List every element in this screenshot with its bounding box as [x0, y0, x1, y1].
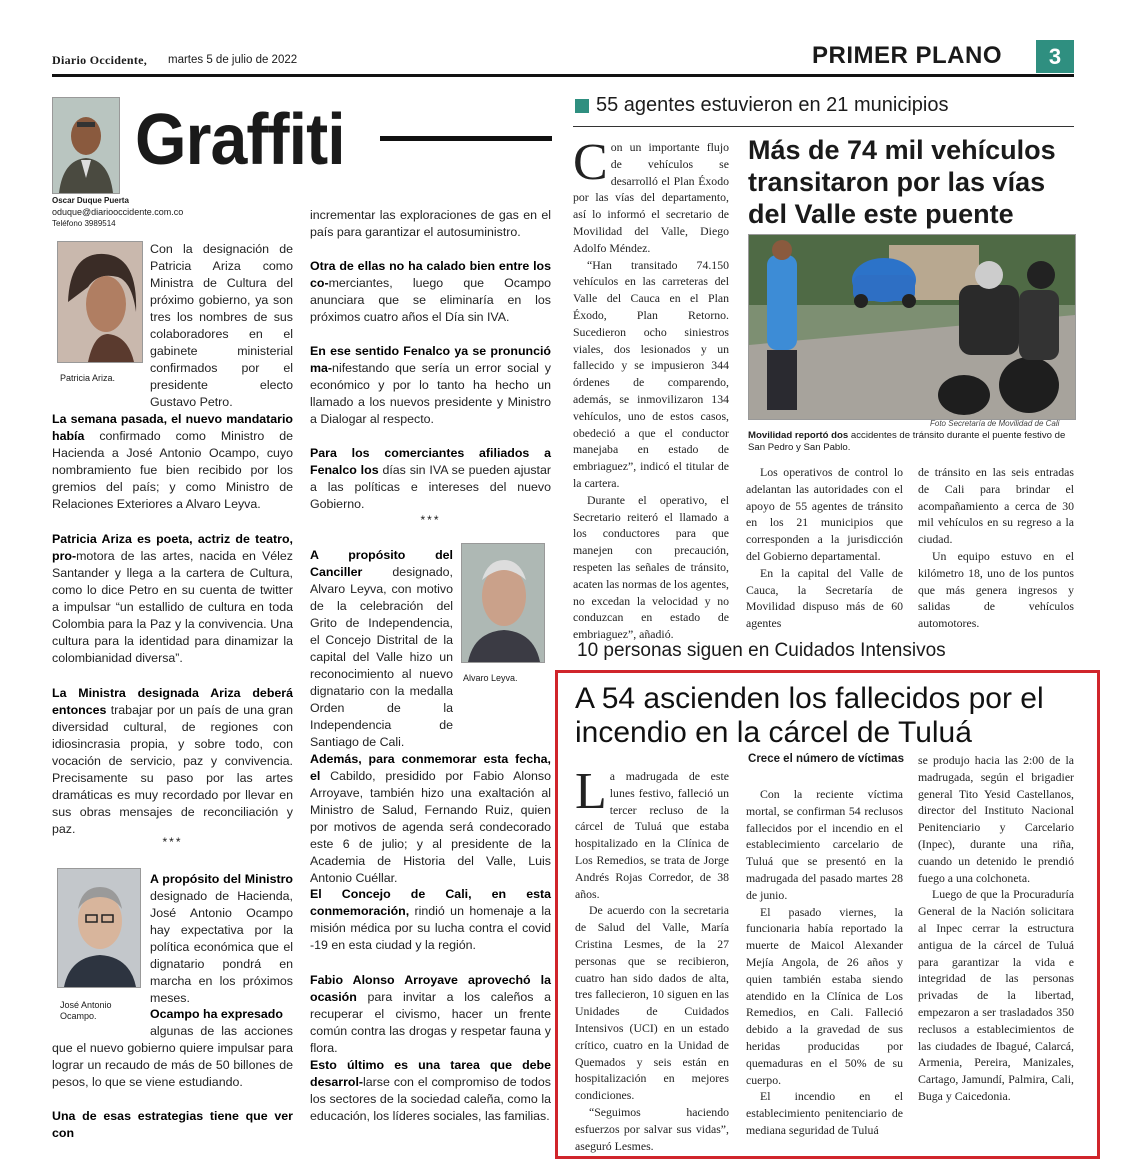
story1-col1: Con un importante flujo de vehículos se desarrolló el Plan Éxodo por las vías del departamento, así lo informó el secretario de Movilidad del Valle, Diego Adolfo Méndez. “Han transitado 74.150 vehículos en las carreteras del Valle del Cauca en el Plan Éxodo, Plan Retorno. Sucedieron ocho siniestros viales, dos lesionados y un fallecido y se impusieron 344 órdenes de comparendo, además, se inmovilizaron 134 vehículos, uno de estos casos, obedeció a que el conductor manejaba en estado de embriaguez”, indicó el titular de la cartera. Durante el operativo, el Secretario reiteró el llamado a los conductores para que manejen con precaución, respeten las señales de tránsito, acaten las normas de los agentes, no excedan la velocidad y no conduzcan en estado de embriaguez”, añadió. — [573, 134, 729, 642]
column-title: Graffiti — [135, 100, 345, 180]
masthead-rule — [52, 74, 1074, 77]
photo-jose-antonio-ocampo — [57, 868, 141, 988]
graffiti-paragraph: La Ministra designada Ariza deberá entonces trabajar por un país de una gran diversidad cultural, de regiones con idiosincrasia propia, y sobre todo, con vocación de servicio, paz y convivencia. Precisamente su paso por las artes dramáticas es muy recordado por llevar en sus obras mensajes de reconciliación y paz. — [52, 686, 293, 836]
photo-credit: Foto Secretaría de Movilidad de Cali — [930, 419, 1060, 428]
story1-col3: de tránsito en las seis entradas de Cali para brindar el acompañamiento a cerca de 30 mil vehículos en su regreso a la ciudad. Un equipo estuvo en el kilómetro 18, uno de los puntos que más genera ingresos y salidas de vehículos automotores. — [918, 465, 1074, 631]
dropcap: C — [573, 134, 608, 191]
graffiti-paragraph: El Concejo de Cali, en esta conmemoración, rindió un homenaje a la misión médica por su lucha contra el covid -19 en esta ciudad y la región. — [310, 887, 551, 952]
photo-patricia-ariza — [57, 241, 143, 363]
story2-col1: La madrugada de este lunes festivo, falleció un tercer recluso de la cárcel de Tuluá que estaba hospitalizado en la Clínica de Los Remedios, se trata de Jorge Andrés Rojas Corredor, de 38 años. De acuerdo con la secretaria de Salud del Valle, María Cristina Lesmes, de la 27 personas que se recibieron, cuatro han sido dados de alta, tres fallecieron, 10 siguen en las Unidades de Cuidados Intensivos (UCI) en un estado crítico, cuatro en la Unidad de Quemados y seis están en hospitalización en mejores condiciones. “Seguimos haciendo esfuerzos por salvar sus vidas”, aseguró Lesmes. — [575, 763, 729, 1153]
story1-rule — [573, 126, 1074, 127]
story1-headline: Más de 74 mil vehículos transitaron por las vías del Valle este puente — [748, 135, 1056, 229]
graffiti-paragraph: En ese sentido Fenalco ya se pronunció ma-nifestando que sería un error social y económico y por lo tanto ha hecho un llamado a los nuevos presidente y Ministro a Dialogar al respecto. — [310, 344, 551, 426]
caption-patricia: Patricia Ariza. — [60, 373, 116, 383]
graffiti-paragraph: Patricia Ariza es poeta, actriz de teatro, pro-motora de las artes, nacida en Vélez Santander y llega a la cartera de Cultura, como lo dice Petro en su cuenta de twitter a impulsar “un estallido de cultura en toda Colombia para la Paz y la convivencia. Una cultura para la identidad para dinamizar la colombianidad diversa”. — [52, 532, 293, 665]
section-title: PRIMER PLANO — [812, 42, 1003, 69]
story2-col2: Con la reciente víctima mortal, se confirman 54 reclusos fallecidos por el incendio en el establecimiento carcelario de Tuluá que se presentó en la madrugada del pasado martes 28 de junio. El pasado viernes, la funcionaria había reportado la muerte de Maicol Alexander Mejía Angola, de 26 años y quien también estaba siendo atendido en la Clínica de Los Remedios, en Cali. Falleció debido a la gravedad de sus heridas producidas por quemaduras en el 50% de su cuerpo. El incendio en el establecimiento penitenciario de mediana seguridad de Tuluá — [746, 787, 903, 1137]
story2-headline: A 54 ascienden los fallecidos por el incendio en la cárcel de Tuluá — [575, 682, 1044, 749]
story1-photo-caption: Movilidad reportó dos accidentes de tránsito durante el puente festivo de San Pedro y San Pablo. — [748, 430, 1066, 453]
story2-subhead: Crece el número de víctimas — [748, 753, 904, 765]
story1-photo — [748, 234, 1076, 420]
story2-kicker: 10 personas siguen en Cuidados Intensivos — [577, 640, 946, 661]
photo-alvaro-leyva — [461, 543, 545, 663]
graffiti-paragraph: Otra de ellas no ha calado bien entre los co-merciantes, luego que Ocampo anunciara que se eliminaría en los próximos cuatro años el Día sin IVA. — [310, 259, 551, 324]
graffiti-paragraph: Una de esas estrategias tiene que ver con — [52, 1109, 293, 1140]
graffiti-paragraph: algunas de las acciones que el nuevo gobierno quiere impulsar para lograr un recaudo de más de 50 billones de pesos, lo que se viene estudiando. — [52, 1024, 293, 1089]
graffiti-paragraph: La semana pasada, el nuevo mandatario había confirmado como Ministro de Hacienda a José Antonio Ocampo, cuyo nombramiento fue bien recibido por los gremios del país; y como Ministro de Relaciones Exteriores a Alvaro Leyva. — [52, 412, 293, 511]
author-email: oduque@diariooccidente.com.co — [52, 207, 184, 217]
story1-kicker: 55 agentes estuvieron en 21 municipios — [596, 94, 949, 116]
page-number: 3 — [1036, 40, 1074, 73]
separator-stars: *** — [420, 513, 441, 527]
author-photo — [52, 97, 120, 194]
story1-col2: Los operativos de control lo adelantan las autoridades con el apoyo de 55 agentes de tránsito en los 21 municipios que corresponden a la jurisdicción del Gobierno departamental. En la capital del Valle de Cauca, la Secretaría de Movilidad dispuso más de 60 agentes — [746, 465, 903, 631]
graffiti-paragraph: Además, para conmemorar esta fecha, el Cabildo, presidido por Fabio Alonso Arroyave, también hizo una exaltación al Ministro de Salud, Fernando Ruiz, quien por motivos de agenda será condecorado este 6 de julio; y al presidente de la Academia de Historia del Valle, Luis Antonio Cuéllar. — [310, 752, 551, 885]
caption-ocampo: José Antonio Ocampo. — [60, 1000, 112, 1021]
graffiti-paragraph: Para los comerciantes afiliados a Fenalco los días sin IVA se pueden ajustar a las políticas e intereses del nuevo Gobierno. — [310, 446, 552, 511]
story2-col3: se produjo hacia las 2:00 de la madrugada, según el brigadier general Tito Yesid Castellanos, director del Instituto Nacional Penitenciario y Carcelario (Inpec), durante una riña, cuando un detenido le prendió fuego a una colchoneta. Luego de que la Procuraduría General de la Nación solicitara al Inpec cerrar la estructura antigua de la cárcel de Tuluá para garantizar la vida e integridad de las personas privadas de la libertad, empezaron a ser trasladados 350 reclusos a establecimientos de las ciudades de Ibagué, Calarcá, Armenia, Pereira, Manizales, Cartago, Jamundí, Palmira, Cali, Buga y Caicedonia. — [918, 753, 1074, 1103]
kicker-square-icon — [575, 99, 589, 113]
newspaper-name: Diario Occidente, — [52, 53, 148, 67]
dropcap: L — [575, 763, 607, 820]
graffiti-paragraph: A propósito del Ministro designado de Hacienda, José Antonio Ocampo hay expectativa por la política económica que el dignatario pondrá en marcha en los próximos meses. — [150, 872, 293, 1005]
graffiti-paragraph: Esto último es una tarea que debe desarrol-larse con el compromiso de todos los sectores de la sociedad caleña, como la educación, los líderes sociales, las familias. — [310, 1058, 551, 1123]
author-phone: Teléfono 3989514 — [52, 219, 116, 228]
author-name: Oscar Duque Puerta — [52, 196, 129, 205]
caption-leyva: Alvaro Leyva. — [463, 673, 518, 683]
title-rule — [380, 136, 552, 141]
graffiti-paragraph: A propósito del Canciller designado, Alvaro Leyva, con motivo de la celebración del Grito de Independencia, el Concejo Distrital de la capital del Valle hizo un reconocimiento al nuevo dignatario con la medalla Orden de la Independencia de Santiago de Cali. — [310, 548, 453, 749]
issue-date: martes 5 de julio de 2022 — [168, 54, 298, 66]
graffiti-paragraph: incrementar las exploraciones de gas en el país para garantizar el autosuministro. — [310, 208, 551, 239]
graffiti-paragraph: Ocampo ha expresado — [150, 1007, 283, 1021]
graffiti-intro: Con la designación de Patricia Ariza como Ministra de Cultura del próximo gobierno, ya son tres los nombres de sus colaboradores en el gabinete ministerial confirmados por el presidente electo Gustavo Petro. — [150, 242, 293, 409]
separator-stars: *** — [162, 835, 183, 849]
graffiti-paragraph: Fabio Alonso Arroyave aprovechó la ocasión para invitar a los caleños a recuperar el civismo, hacer un frente común contra las drogas y respetar fauna y flora. — [310, 973, 551, 1055]
